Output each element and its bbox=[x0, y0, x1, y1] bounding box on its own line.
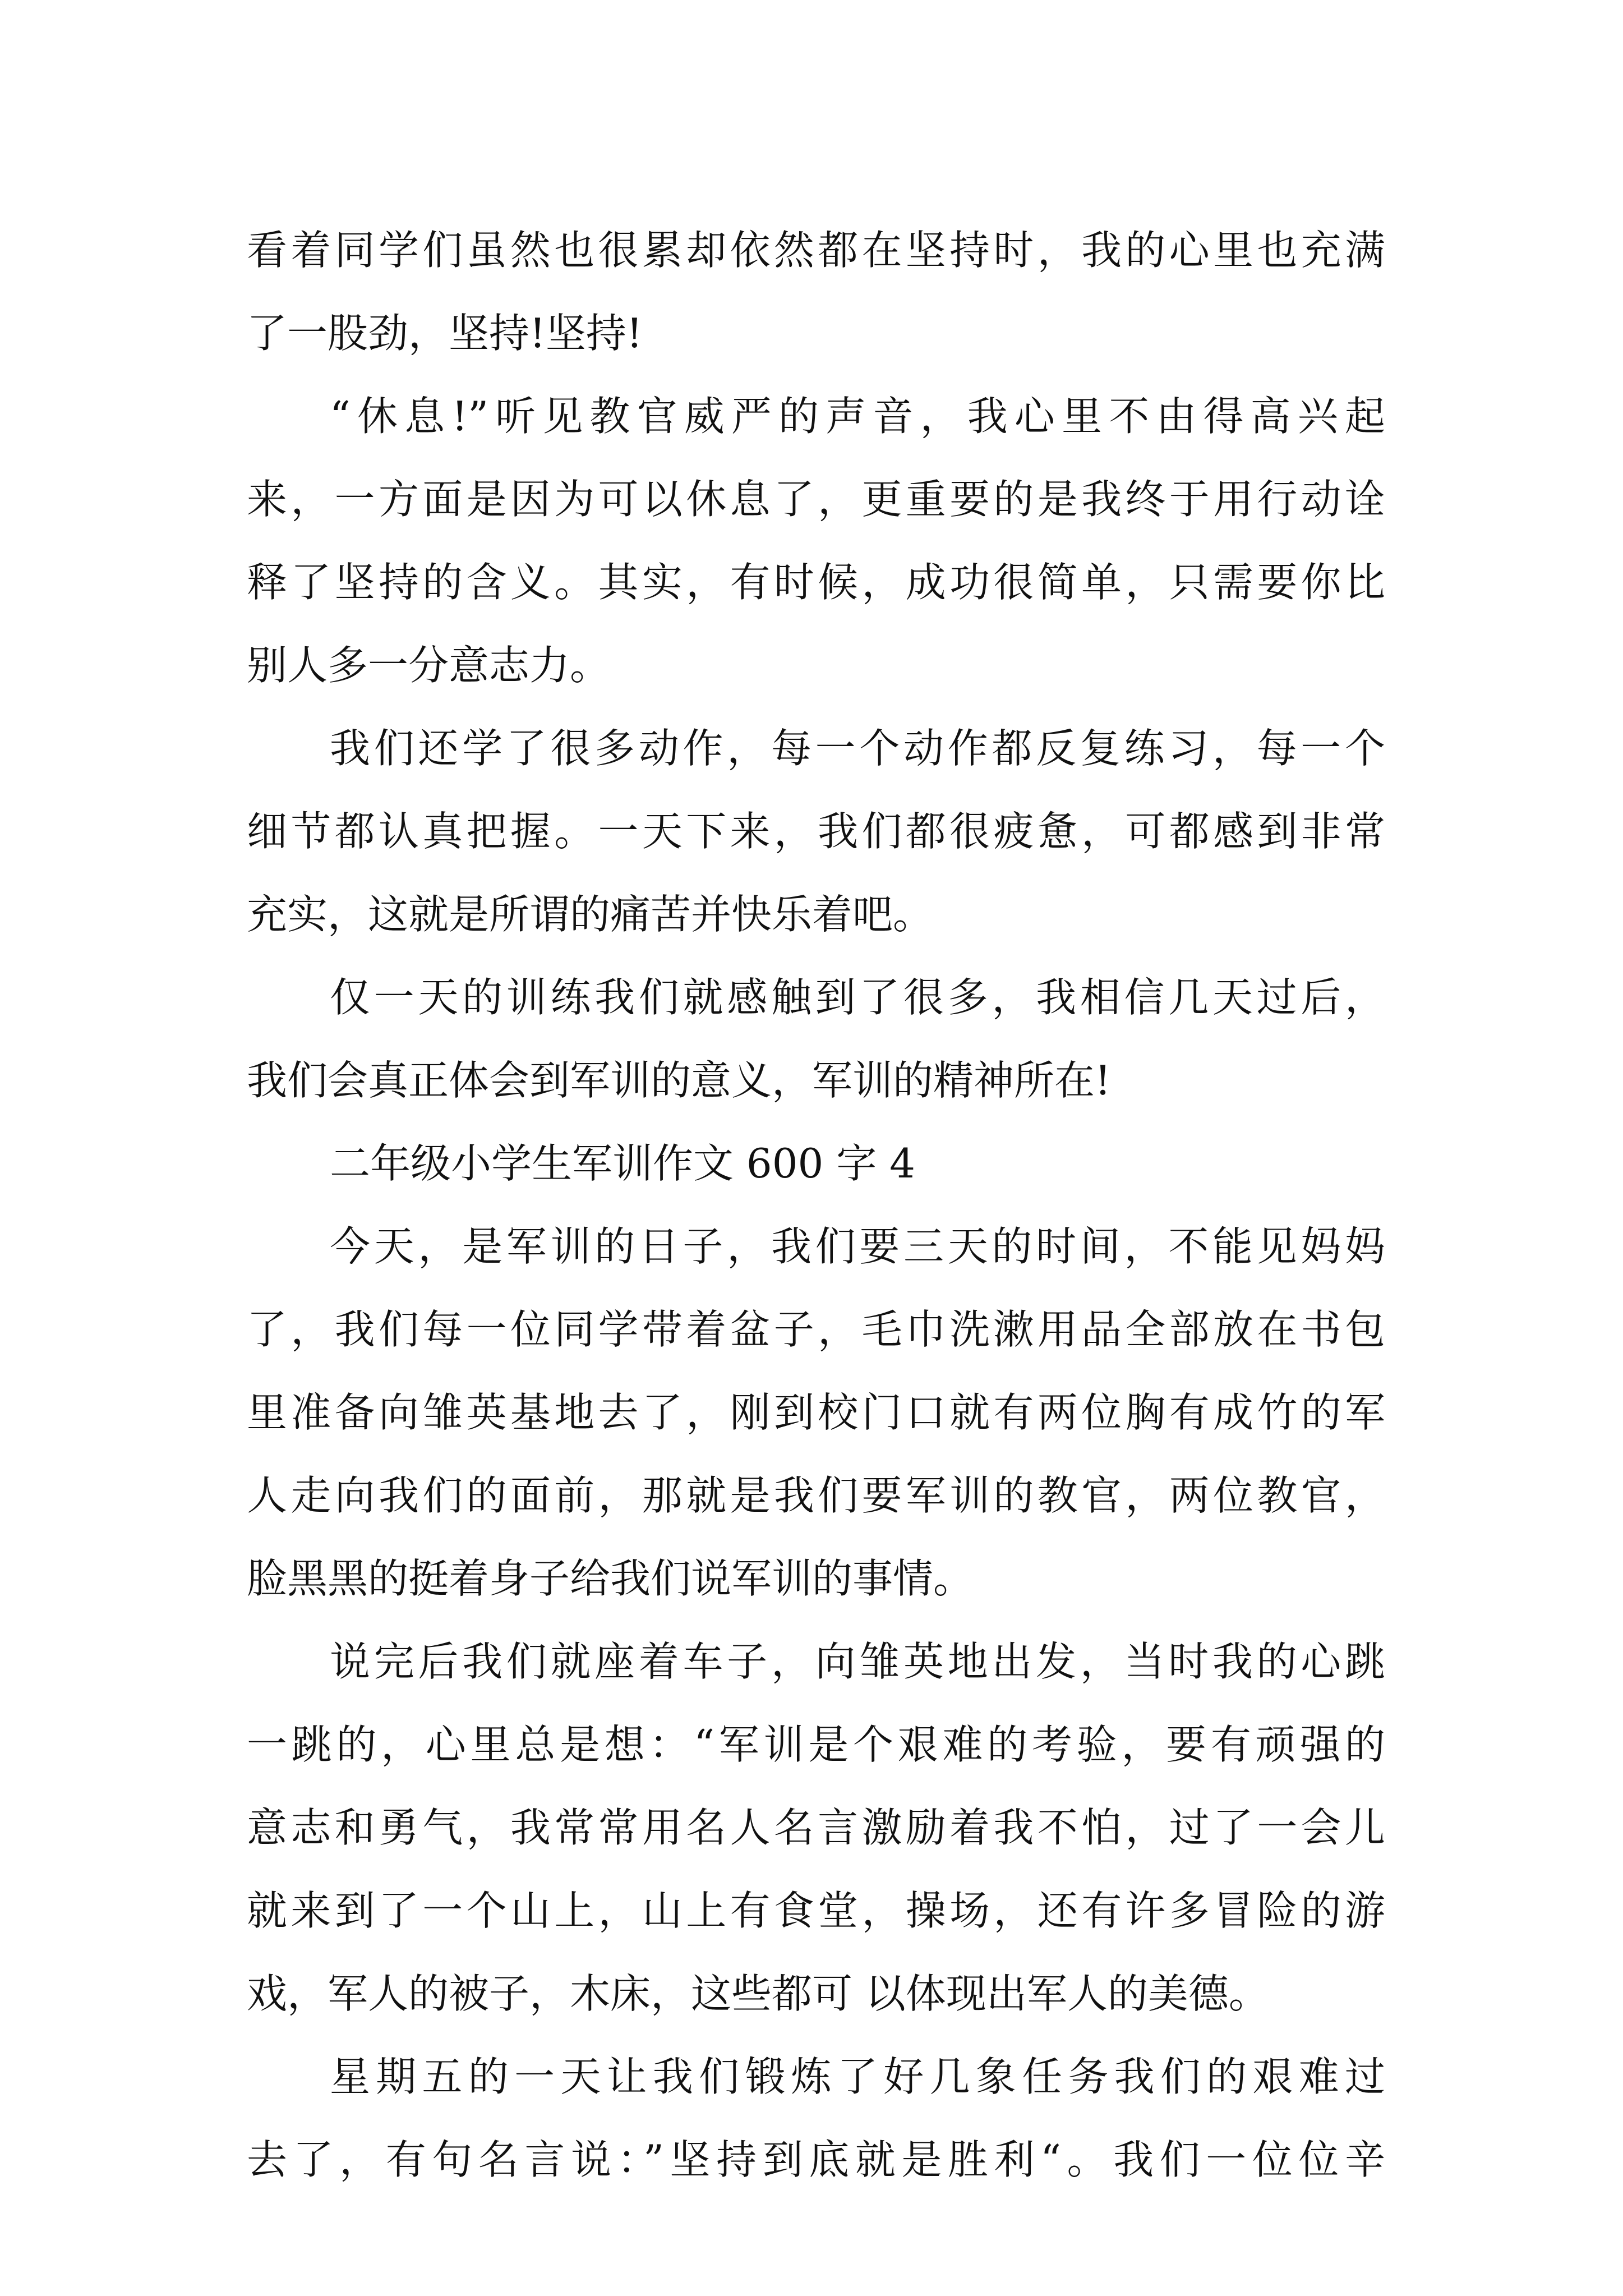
text-line: 了，我们每一位同学带着盆子，毛巾洗漱用品全部放在书包 bbox=[247, 1306, 1385, 1353]
section-heading: 二年级小学生军训作文 600 字 4 bbox=[330, 1140, 915, 1187]
text-line: 看着同学们虽然也很累却依然都在坚持时，我的心里也充满 bbox=[247, 227, 1385, 274]
text-line: 我们会真正体会到军训的意义，军训的精神所在! bbox=[247, 1057, 1111, 1104]
text-line: 意志和勇气，我常常用名人名言激励着我不怕，过了一会儿 bbox=[247, 1804, 1385, 1851]
text-line: 一跳的，心里总是想：“军训是个艰难的考验，要有顽强的 bbox=[247, 1721, 1385, 1768]
text-line: 去了，有句名言说：”坚持到底就是胜利“。我们一位位辛 bbox=[247, 2136, 1385, 2183]
text-line: 来，一方面是因为可以休息了，更重要的是我终于用行动诠 bbox=[247, 476, 1385, 523]
text-line: 了一股劲，坚持!坚持! bbox=[247, 310, 643, 357]
essay-body bbox=[247, 209, 1385, 2201]
text-line: “休息!”听见教官威严的声音，我心里不由得高兴起 bbox=[330, 393, 1385, 440]
text-line: 人走向我们的面前，那就是我们要军训的教官，两位教官， bbox=[247, 1472, 1385, 1519]
text-line: 释了坚持的含义。其实，有时候，成功很简单，只需要你比 bbox=[247, 559, 1385, 606]
text-line: 戏，军人的被子，木床，这些都可 以体现出军人的美德。 bbox=[247, 1970, 1269, 2017]
text-line: 别人多一分意志力。 bbox=[247, 642, 611, 689]
text-line: 仅一天的训练我们就感触到了很多，我相信几天过后， bbox=[330, 974, 1385, 1021]
text-line: 说完后我们就座着车子，向雏英地出发，当时我的心跳 bbox=[330, 1638, 1385, 1685]
text-line: 充实，这就是所谓的痛苦并快乐着吧。 bbox=[247, 891, 934, 938]
text-line: 就来到了一个山上，山上有食堂，操场，还有许多冒险的游 bbox=[247, 1887, 1385, 1934]
text-line: 我们还学了很多动作，每一个动作都反复练习，每一个 bbox=[330, 725, 1385, 772]
text-line: 星期五的一天让我们锻炼了好几象任务我们的艰难过 bbox=[330, 2053, 1385, 2100]
text-line: 里准备向雏英基地去了，刚到校门口就有两位胸有成竹的军 bbox=[247, 1389, 1385, 1436]
text-line: 今天，是军训的日子，我们要三天的时间，不能见妈妈 bbox=[330, 1223, 1385, 1270]
text-line: 细节都认真把握。一天下来，我们都很疲惫，可都感到非常 bbox=[247, 808, 1385, 855]
text-line: 脸黑黑的挺着身子给我们说军训的事情。 bbox=[247, 1555, 974, 1602]
